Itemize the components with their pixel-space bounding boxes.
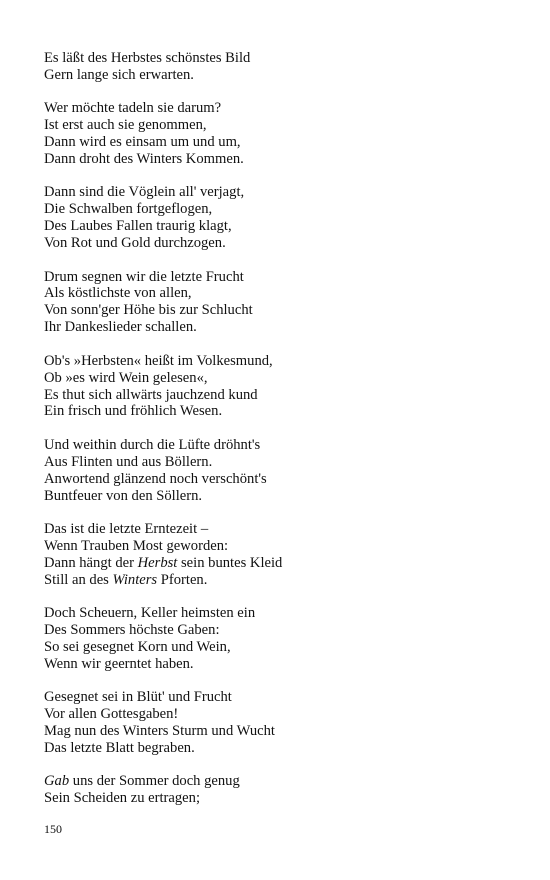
poem-line: Doch Scheuern, Keller heimsten ein bbox=[44, 605, 256, 622]
poem-line: Das letzte Blatt begraben. bbox=[44, 739, 195, 756]
line-segment: Pforten. bbox=[157, 571, 208, 588]
poem-line: Ein frisch und fröhlich Wesen. bbox=[44, 403, 223, 420]
poem-line: Dann droht des Winters Kommen. bbox=[44, 151, 244, 168]
poem-line: Wer möchte tadeln sie darum? bbox=[44, 100, 222, 117]
poem-line: Ist erst auch sie genommen, bbox=[44, 117, 207, 134]
poem-line: Dann wird es einsam um und um, bbox=[44, 134, 241, 151]
stanza bbox=[44, 437, 514, 505]
poem-line: Ob »es wird Wein gelesen«, bbox=[44, 369, 208, 386]
poem-line: So sei gesegnet Korn und Wein, bbox=[44, 638, 231, 655]
poem-line bbox=[44, 555, 514, 572]
poem-line: Es thut sich allwärts jauchzend kund bbox=[44, 386, 258, 403]
emphasized-word: Winters bbox=[112, 571, 158, 588]
stanza bbox=[44, 100, 514, 168]
emphasized-word: Herbst bbox=[137, 554, 178, 571]
poem-line: Von Rot und Gold durchzogen. bbox=[44, 235, 226, 252]
poem-line: Ihr Dankeslieder schallen. bbox=[44, 319, 197, 336]
stanza bbox=[44, 184, 514, 252]
poem-line: Es läßt des Herbstes schönstes Bild bbox=[44, 50, 251, 66]
stanza bbox=[44, 521, 514, 589]
poem-line: Wenn wir geerntet haben. bbox=[44, 655, 194, 672]
poem-line: Die Schwalben fortgeflogen, bbox=[44, 201, 213, 218]
poem-line: Vor allen Gottesgaben! bbox=[44, 706, 179, 723]
poem-line bbox=[44, 773, 514, 790]
poem-line: Von sonn'ger Höhe bis zur Schlucht bbox=[44, 302, 253, 319]
poem-line: Gesegnet sei in Blüt' und Frucht bbox=[44, 689, 232, 706]
stanza bbox=[44, 50, 514, 84]
poem-line: Gern lange sich erwarten. bbox=[44, 66, 194, 83]
poem-text bbox=[44, 50, 514, 824]
poem-line: Buntfeuer von den Söllern. bbox=[44, 487, 203, 504]
poem-line: Aus Flinten und aus Böllern. bbox=[44, 453, 213, 470]
poem-line: Dann sind die Vöglein all' verjagt, bbox=[44, 184, 245, 201]
line-segment: uns der Sommer doch genug bbox=[69, 773, 240, 790]
stanza bbox=[44, 773, 514, 807]
poem-line bbox=[44, 572, 514, 589]
stanza bbox=[44, 689, 514, 757]
poem-line: Anwortend glänzend noch verschönt's bbox=[44, 470, 267, 487]
poem-line: Des Laubes Fallen traurig klagt, bbox=[44, 218, 232, 235]
poem-line: Und weithin durch die Lüfte dröhnt's bbox=[44, 436, 261, 453]
poem-line: Drum segnen wir die letzte Frucht bbox=[44, 268, 244, 285]
poem-line: Ob's »Herbsten« heißt im Volkesmund, bbox=[44, 352, 273, 369]
line-segment: Still an des bbox=[44, 571, 113, 588]
line-segment: sein buntes Kleid bbox=[177, 554, 283, 571]
poem-line: Wenn Trauben Most geworden: bbox=[44, 537, 229, 554]
poem-line: Mag nun des Winters Sturm und Wucht bbox=[44, 723, 275, 739]
poem-line: Das ist die letzte Erntezeit – bbox=[44, 520, 209, 537]
line-segment: Dann hängt der bbox=[44, 554, 138, 571]
poem-line: Sein Scheiden zu ertragen; bbox=[44, 790, 201, 807]
emphasized-word: Gab bbox=[44, 773, 70, 790]
stanza bbox=[44, 605, 514, 673]
stanza bbox=[44, 353, 514, 421]
page-number: 150 bbox=[44, 822, 62, 836]
poem-line: Des Sommers höchste Gaben: bbox=[44, 621, 220, 638]
poem-line: Als köstlichste von allen, bbox=[44, 285, 192, 302]
stanza bbox=[44, 269, 514, 337]
